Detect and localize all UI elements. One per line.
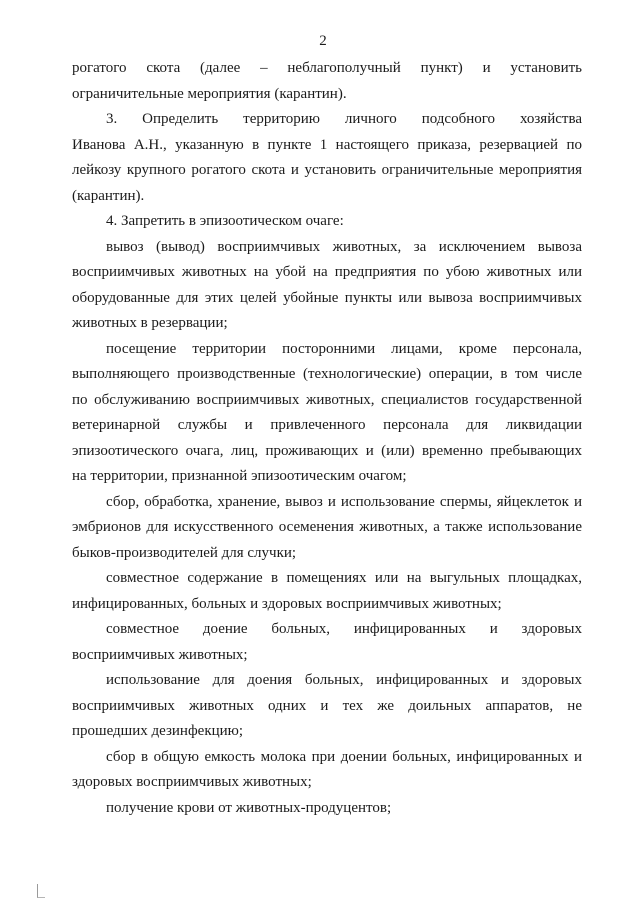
paragraph-prohibition xyxy=(72,337,582,490)
text-line: по обслуживанию восприимчивых животных, специалистов государственной xyxy=(72,391,582,408)
text-line: инфицированных, больных и здоровых восприимчивых животных; xyxy=(72,595,502,612)
text-line: восприимчивых животных на убой на предприятия по убою животных или xyxy=(72,264,582,280)
text-line: использование для доения больных, инфицированных и здоровых xyxy=(106,672,582,688)
text-line: на территории, признанной эпизоотическим очагом; xyxy=(72,468,407,484)
text-line: совместное содержание в помещениях или на выгульных площадках, xyxy=(106,570,582,586)
text-line: ветеринарной службы и привлеченного персонала для ликвидации xyxy=(72,417,582,433)
text-line: посещение территории посторонними лицами, кроме персонала, xyxy=(106,340,582,357)
text-line: 4. Запретить в эпизоотическом очаге: xyxy=(106,213,344,229)
paragraph-prohibition xyxy=(72,617,582,668)
paragraph-prohibition xyxy=(72,796,582,822)
text-line: рогатого скота (далее – неблагополучный пункт) и установить xyxy=(72,60,582,76)
text-line: животных в резервации; xyxy=(72,315,228,331)
paragraph-prohibition xyxy=(72,490,582,567)
text-line: оборудованные для этих целей убойные пункты или вывоза восприимчивых xyxy=(72,289,582,306)
paragraph-item-3 xyxy=(72,107,582,209)
text-line: быков-производителей для случки; xyxy=(72,544,297,561)
text-line: восприимчивых животных; xyxy=(72,646,248,663)
paragraph-prohibition xyxy=(72,745,582,796)
text-line: совместное доение больных, инфицированных и здоровых xyxy=(106,621,582,637)
document-body xyxy=(72,56,582,821)
paragraph-prohibition xyxy=(72,668,582,745)
paragraph-prohibition xyxy=(72,566,582,617)
text-line: ограничительные мероприятия (карантин). xyxy=(72,85,347,102)
paragraph-item-4 xyxy=(72,209,582,235)
text-line: прошедших дезинфекцию; xyxy=(72,723,244,739)
text-line: сбор в общую емкость молока при доении больных, инфицированных и xyxy=(106,748,582,765)
page-number: 2 xyxy=(319,33,327,49)
text-line: эпизоотического очага, лиц, проживающих и (или) временно пребывающих xyxy=(72,442,582,459)
text-line: лейкозу крупного рогатого скота и установить ограничительные мероприятия xyxy=(72,162,582,178)
paragraph-continuation xyxy=(72,56,582,107)
text-line: вывоз (вывод) восприимчивых животных, за исключением вывоза xyxy=(106,238,582,255)
text-line: здоровых восприимчивых животных; xyxy=(72,774,312,790)
text-line: выполняющего производственные (технологические) операции, в том числе xyxy=(72,366,582,382)
text-line: сбор, обработка, хранение, вывоз и использование спермы, яйцеклеток и xyxy=(106,493,582,510)
text-line: эмбрионов для искусственного осеменения животных, а также использование xyxy=(72,519,582,535)
text-line: Иванова А.Н., указанную в пункте 1 настоящего приказа, резервацией по xyxy=(72,136,582,153)
text-line: восприимчивых животных одних и тех же доильных аппаратов, не xyxy=(72,697,582,714)
scan-edge-mark xyxy=(37,884,45,898)
paragraph-prohibition xyxy=(72,235,582,337)
text-line: получение крови от животных-продуцентов; xyxy=(106,799,392,816)
text-line: (карантин). xyxy=(72,187,145,204)
text-line: 3. Определить территорию личного подсобного хозяйства xyxy=(106,111,582,127)
